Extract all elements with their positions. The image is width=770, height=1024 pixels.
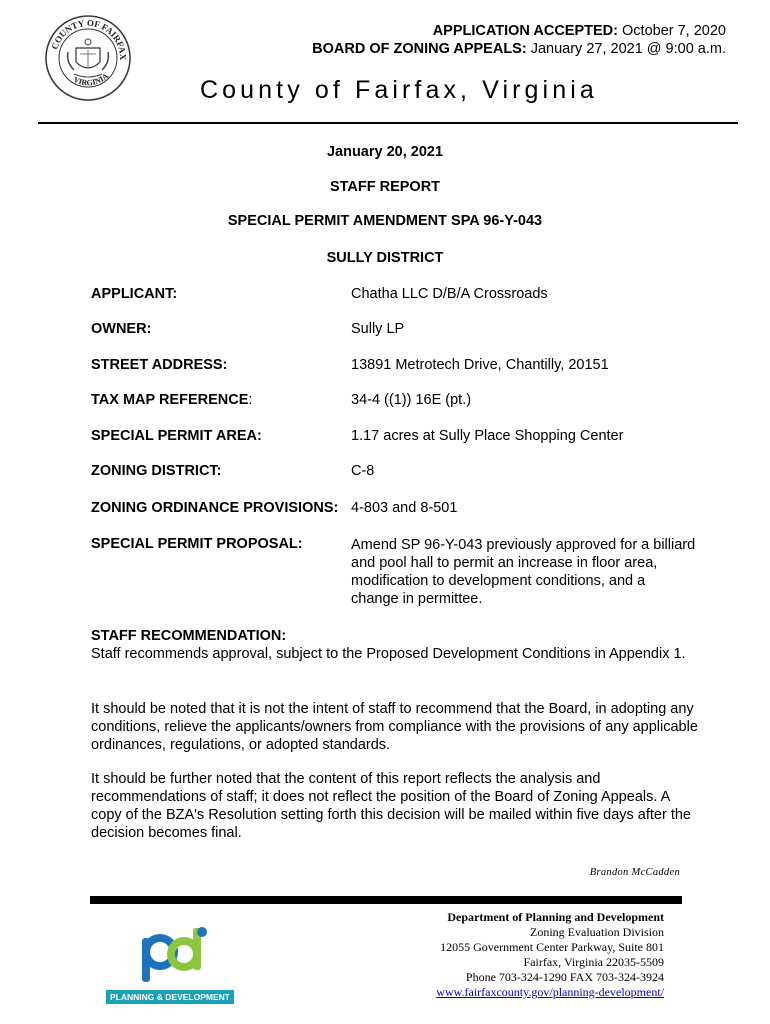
zoning-district-value: C-8 [351,463,375,479]
application-accepted-line: APPLICATION ACCEPTED: October 7, 2020 [432,23,726,39]
owner-label: OWNER: [91,321,152,337]
footer-dept: Department of Planning and Development [447,910,664,924]
staff-recommendation [91,627,701,663]
signature: Brandon McCadden [589,867,680,878]
footer-phone: Phone 703-324-1290 FAX 703-324-3924 [465,970,664,984]
footer-website-link[interactable]: www.fairfaxcounty.gov/planning-development/ [436,985,664,999]
permit-proposal-label: SPECIAL PERMIT PROPOSAL: [91,536,303,552]
permit-area-label: SPECIAL PERMIT AREA: [91,428,262,444]
header-divider [38,122,738,124]
footer-address-1: 12055 Government Center Parkway, Suite 801 [440,940,664,954]
paragraph-further-noted: It should be further noted that the content of this report reflects the analysis and recommendations of staff; it does not reflect the position of the Board of Zoning Appeals. A copy of the BZA's Resolution setting forth this decision will be mailed within five days after the decision becomes final. [91,771,691,841]
svg-text:VIRGINIA: VIRGINIA [71,71,111,88]
footer-address-2: Fairfax, Virginia 22035-5509 [523,955,664,969]
recommendation-heading: STAFF RECOMMENDATION: [91,628,287,644]
permit-area-value: 1.17 acres at Sully Place Shopping Center [351,428,624,444]
county-seal-icon [44,14,132,102]
planning-development-logo [92,910,250,1018]
logo-text: PLANNING & DEVELOPMENT [110,992,230,1002]
district-title: SULLY DISTRICT [326,250,444,266]
county-title: County of Fairfax, Virginia [200,76,598,104]
tax-map-label: TAX MAP REFERENCE: [91,392,253,408]
applicant-label: APPLICANT: [91,286,178,302]
paragraph-intent: It should be noted that it is not the intent of staff to recommend that the Board, in adopting any conditions, relieve the applicants/owners from compliance with the provisions of any applicable ordinances, regulations, or adopted standards. [91,701,698,753]
owner-value: Sully LP [351,321,405,337]
bza-hearing-line: BOARD OF ZONING APPEALS: January 27, 2021 @ 9:00 a.m. [312,41,726,57]
report-title: STAFF REPORT [329,179,441,195]
tax-map-value: 34-4 ((1)) 16E (pt.) [351,392,472,408]
svg-text:COUNTY OF FAIRFAX: COUNTY OF FAIRFAX [49,17,129,61]
street-address-value: 13891 Metrotech Drive, Chantilly, 20151 [351,357,609,373]
footer-division: Zoning Evaluation Division [530,925,664,939]
zoning-district-label: ZONING DISTRICT: [91,463,222,479]
report-date: January 20, 2021 [326,144,444,160]
recommendation-text: Staff recommends approval, subject to the Proposed Development Conditions in Appendix 1. [91,646,686,662]
street-address-label: STREET ADDRESS: [91,357,228,373]
permit-title: SPECIAL PERMIT AMENDMENT SPA 96-Y-043 [227,213,543,229]
ordinance-provisions-label: ZONING ORDINANCE PROVISIONS: [91,500,339,516]
ordinance-provisions-value: 4-803 and 8-501 [351,500,458,516]
permit-proposal-value: Amend SP 96-Y-043 previously approved for a billiard and pool hall to permit an increase in floor area, modification to development conditions, and a change in permittee. [351,537,696,607]
footer-divider [90,896,682,904]
applicant-value: Chatha LLC D/B/A Crossroads [351,286,548,302]
